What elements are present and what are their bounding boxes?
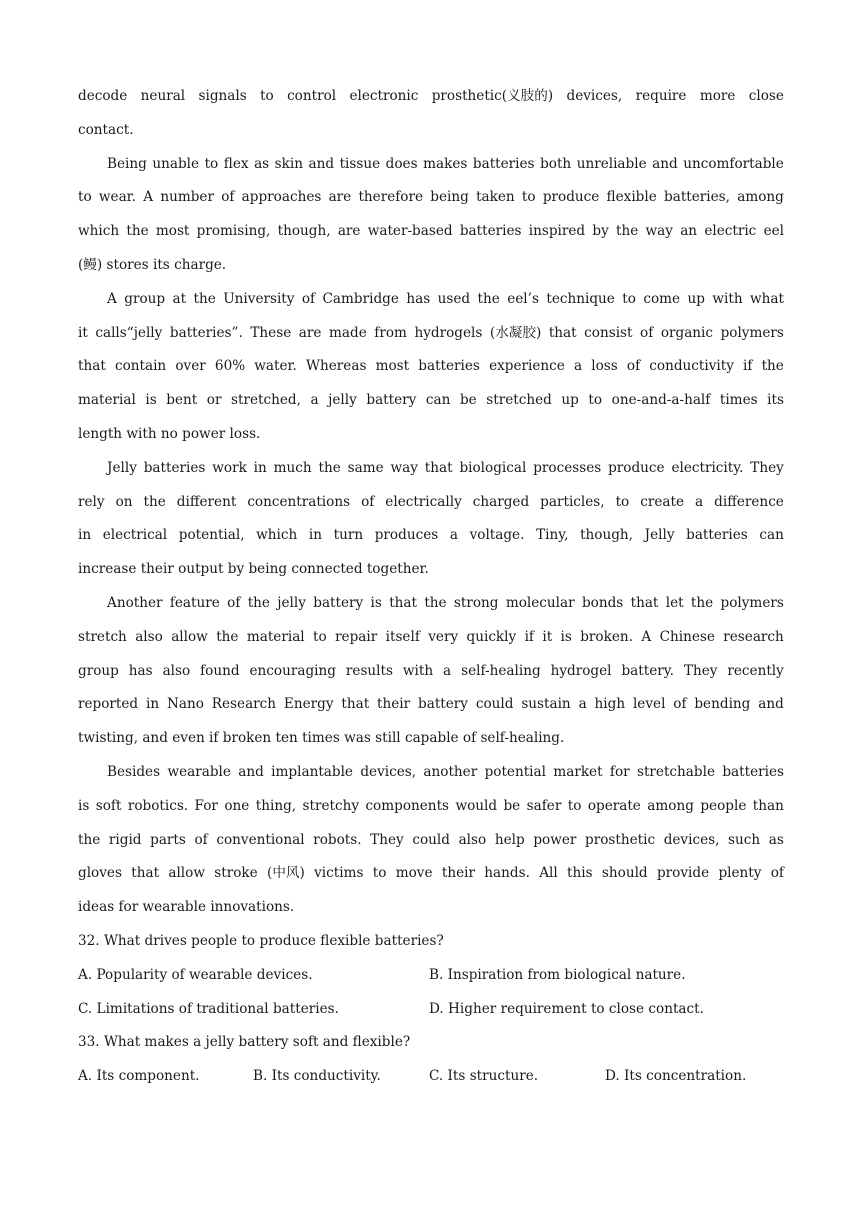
passage-line: contact. bbox=[78, 121, 134, 138]
passage-line: twisting, and even if broken ten times was still capable of self-healing. bbox=[78, 730, 565, 747]
passage-line: stretch also allow the material to repair itself very quickly if it is broken. A Chinese research bbox=[78, 628, 784, 645]
reading-passage bbox=[78, 80, 784, 925]
passage-line: increase their output by being connected together. bbox=[78, 561, 429, 578]
passage-line: Jelly batteries work in much the same way that biological processes produce electricity. They bbox=[107, 459, 784, 476]
passage-line: (鳗) stores its charge. bbox=[78, 256, 227, 273]
passage-line: decode neural signals to control electronic prosthetic(义肢的) devices, require more close bbox=[78, 88, 784, 104]
passage-line: rely on the different concentrations of electrically charged particles, to create a difference bbox=[78, 493, 784, 510]
option-a: A. Popularity of wearable devices. bbox=[78, 966, 313, 983]
option-c: C. Limitations of traditional batteries. bbox=[78, 1000, 339, 1017]
question-32 bbox=[78, 925, 784, 1026]
passage-line: Another feature of the jelly battery is that the strong molecular bonds that let the polymers bbox=[107, 594, 784, 611]
options-row bbox=[78, 959, 784, 993]
passage-line: which the most promising, though, are water-based batteries inspired by the way an electric eel bbox=[78, 223, 784, 240]
question-stem: 32. What drives people to produce flexible batteries? bbox=[78, 932, 444, 949]
option-d: D. Its concentration. bbox=[605, 1068, 747, 1085]
document-page bbox=[78, 80, 784, 1094]
passage-line: is soft robotics. For one thing, stretchy components would be safer to operate among people than bbox=[78, 797, 784, 814]
option-b: B. Its conductivity. bbox=[253, 1068, 381, 1085]
question-33 bbox=[78, 1026, 784, 1094]
option-c: C. Its structure. bbox=[429, 1068, 539, 1085]
passage-line: reported in Nano Research Energy that their battery could sustain a high level of bending and bbox=[78, 696, 784, 713]
option-b: B. Inspiration from biological nature. bbox=[429, 966, 686, 983]
passage-line: A group at the University of Cambridge has used the eel’s technique to come up with what bbox=[107, 290, 784, 307]
passage-line: the rigid parts of conventional robots. They could also help power prosthetic devices, such as bbox=[78, 831, 784, 848]
option-a: A. Its component. bbox=[78, 1068, 200, 1085]
passage-line: length with no power loss. bbox=[78, 425, 261, 442]
passage-line: that contain over 60% water. Whereas most batteries experience a loss of conductivity if the bbox=[78, 358, 784, 375]
option-d: D. Higher requirement to close contact. bbox=[429, 1000, 704, 1017]
passage-line: Besides wearable and implantable devices, another potential market for stretchable batteries bbox=[107, 763, 784, 780]
question-stem: 33. What makes a jelly battery soft and flexible? bbox=[78, 1034, 411, 1051]
passage-line: Being unable to flex as skin and tissue does makes batteries both unreliable and uncomfortable bbox=[107, 155, 784, 172]
passage-line: gloves that allow stroke (中风) victims to move their hands. All this should provide plenty of bbox=[78, 865, 784, 882]
passage-line: ideas for wearable innovations. bbox=[78, 899, 295, 916]
options-row bbox=[78, 993, 784, 1027]
passage-line: in electrical potential, which in turn produces a voltage. Tiny, though, Jelly batteries can bbox=[78, 527, 784, 544]
passage-line: material is bent or stretched, a jelly battery can be stretched up to one-and-a-half times its bbox=[78, 392, 784, 409]
passage-line: to wear. A number of approaches are therefore being taken to produce flexible batteries, among bbox=[78, 189, 784, 206]
passage-line: it calls“jelly batteries”. These are made from hydrogels (水凝胶) that consist of organic polymers bbox=[78, 324, 784, 341]
options-row bbox=[78, 1060, 784, 1094]
passage-line: group has also found encouraging results with a self-healing hydrogel battery. They recently bbox=[78, 662, 784, 679]
